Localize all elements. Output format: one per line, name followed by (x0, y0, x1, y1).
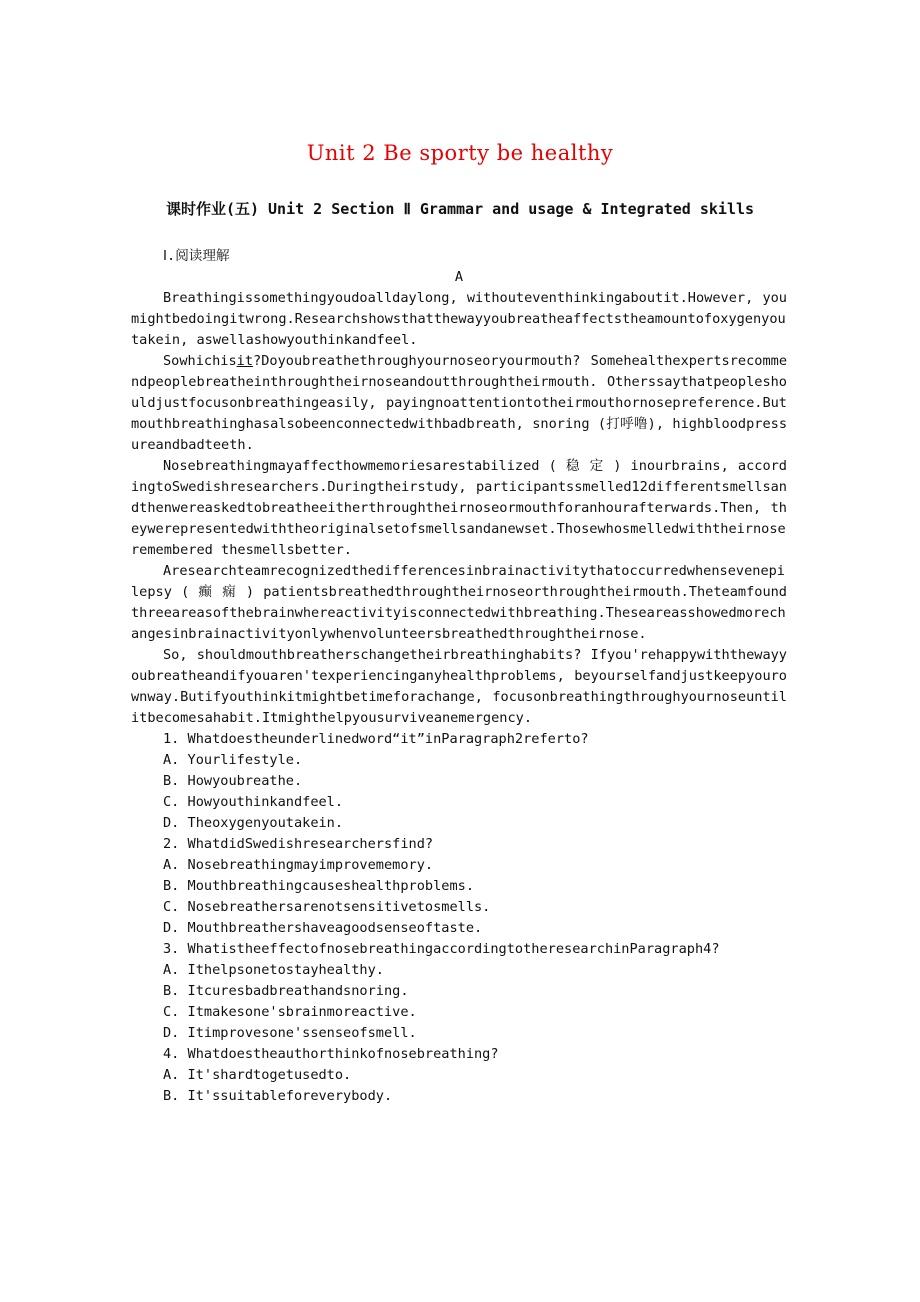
answer-option: A. Nosebreathingmayimprovememory. (163, 857, 434, 873)
answer-option: D. Itimprovesone'ssenseofsmell. (163, 1025, 417, 1041)
question-stem: 3. WhatistheeffectofnosebreathingaccordingtotheresearchinParagraph4? (163, 941, 720, 957)
paragraph-1: Breathingissomethingyoudoalldaylong, withouteventhinkingaboutit.However, youmightbedoingitwrong.Researchshowsthatthewayyoubreatheaffectstheamountofoxygenyoutakein, aswellashowyouthinkandfeel. (131, 290, 787, 348)
question-stem: 4. Whatdoestheauthorthinkofnosebreathing? (163, 1046, 499, 1062)
answer-option: A. It'shardtogetusedto. (163, 1067, 352, 1083)
document-subtitle: 课时作业(五) Unit 2 Section Ⅱ Grammar and usage & Integrated skills (165, 200, 755, 218)
answer-option: B. Howyoubreathe. (163, 773, 303, 789)
answer-option: D. Theoxygenyoutakein. (163, 815, 344, 831)
answer-option: A. Yourlifestyle. (163, 752, 303, 768)
paragraph-3: Nosebreathingmayaffecthowmemoriesarestabilized ( 稳 定 ) inourbrains, accordingtoSwedishresearchers.Duringtheirstudy, participantssmelled12differentsmellsandthenwereaskedtobreatheeitherthroughtheirnoseormouthforanhourafterwards.Then, theywerepresentedwiththeoriginalsetofsmellsandanewset.Thosewhosmelledwiththeirnoseremembered thesmellsbetter. (131, 458, 787, 558)
passage-label: A (454, 269, 464, 285)
answer-option: B. Mouthbreathingcauseshealthproblems. (163, 878, 474, 894)
question-stem: 1. Whatdoestheunderlinedword“it”inParagraph2referto? (163, 731, 589, 747)
paragraph-2-rest: ?Doyoubreathethroughyournoseoryourmouth? Somehealthexpertsrecommendpeoplebreatheinthroughtheirnoseandoutthroughtheirmouth. Otherssaythatpeopleshouldjustfocusonbreathingeasily, payingnoattentiontotheirmouthornosepreference.Butmouthbreathinghasalsobeenconnectedwithbadbreath, snoring (打呼噜), highbloodpressureandbadteeth. (131, 353, 787, 453)
paragraph-5: So, shouldmouthbreatherschangetheirbreathinghabits? Ifyou'rehappywiththewayyoubreatheandifyouaren'texperiencinganyhealthproblems, beyourselfandjustkeepyourownway.Butifyouthinkitmightbetimeforachange, focusonbreathingthroughyournoseuntilitbecomesahabit.Itmighthelpyousurviveanemergency. (131, 647, 787, 726)
answer-option: C. Itmakesone'sbrainmoreactive. (163, 1004, 417, 1020)
question-list (131, 729, 787, 1107)
answer-option: B. Itcuresbadbreathandsnoring. (163, 983, 409, 999)
paragraph-2-start: Sowhichis (163, 353, 237, 369)
answer-option: C. Howyouthinkandfeel. (163, 794, 344, 810)
paragraph-4: Aresearchteamrecognizedthedifferencesinbrainactivitythatoccurredwhensevenepilepsy ( 癫 痫 ) patientsbreathedthroughtheirnoseorthroughtheirmouth.Theteamfoundthreeareasofthebrainwhereactivityisconnectedwithbreathing.Theseareasshowedmorechangesinbrainactivityonlywhenvolunteersbreathedthroughtheirnose. (131, 563, 787, 642)
section-heading: Ⅰ.阅读理解 (163, 248, 230, 264)
answer-option: B. It'ssuitableforeverybody. (163, 1088, 393, 1104)
paragraph-2 (131, 351, 787, 456)
underlined-word: it (236, 353, 254, 369)
document-body (131, 246, 787, 1107)
answer-option: C. Nosebreathersarenotsensitivetosmells. (163, 899, 491, 915)
document-title: Unit 2 Be sporty be healthy (306, 141, 614, 165)
answer-option: A. Ithelpsonetostayhealthy. (163, 962, 384, 978)
question-stem: 2. WhatdidSwedishresearchersfind? (163, 836, 434, 852)
answer-option: D. Mouthbreathershaveagoodsenseoftaste. (163, 920, 483, 936)
